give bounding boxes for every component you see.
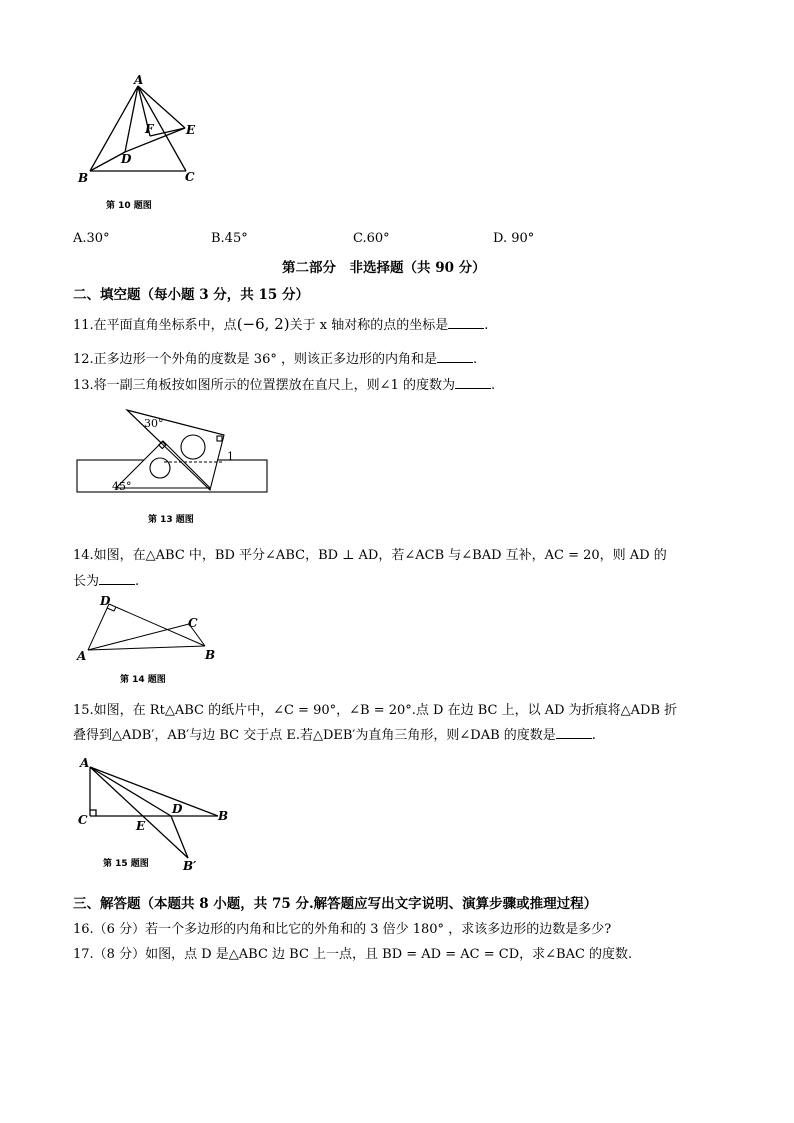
fig15-label-e: E xyxy=(136,819,146,833)
fig10-label-c: C xyxy=(185,170,195,184)
fig14-caption: 第 14 题图 xyxy=(120,675,166,685)
fig14-label-a: A xyxy=(77,649,87,663)
question-12 xyxy=(73,348,477,367)
fig14-label-d: D xyxy=(100,594,111,608)
q10-option-a: A.30° xyxy=(73,231,110,246)
fig14-label-b: B xyxy=(205,648,216,662)
fig13-angle-45: 45° xyxy=(112,480,132,493)
section3-heading: 三、解答题（本题共 8 小题，共 75 分.解答题应写出文字说明、演算步骤或推理过程） xyxy=(73,896,598,912)
fig15-label-c: C xyxy=(78,813,88,827)
q11-text-pre: 11.在平面直角坐标系中，点 xyxy=(73,318,237,333)
q15-answer-blank xyxy=(556,726,592,739)
fig15-label-d: D xyxy=(172,802,183,816)
q14-line-2 xyxy=(73,570,139,589)
q10-option-d: D. 90° xyxy=(493,231,535,246)
fig15-caption: 第 15 题图 xyxy=(103,859,149,869)
question-17: 17.（8 分）如图，点 D 是△ABC 边 BC 上一点，且 BD = AD = AC = CD，求∠BAC 的度数. xyxy=(73,947,633,962)
question-16: 16.（6 分）若一个多边形的内角和比它的外角和的 3 倍少 180° ，求该多边形的边数是多少? xyxy=(73,922,612,937)
q14-answer-blank xyxy=(99,572,135,585)
fig10-label-b: B xyxy=(78,171,89,185)
q15-text-pre: 叠得到△ADB′，AB′与边 BC 交于点 E.若△DEB′为直角三角形，则∠DAB 的度数是 xyxy=(73,728,556,743)
q11-answer-blank xyxy=(448,316,484,329)
fig15-label-a: A xyxy=(80,756,90,770)
q11-text-post: 关于 x 轴对称的点的坐标是 xyxy=(289,318,449,333)
fig10-label-a: A xyxy=(134,73,144,87)
part2-heading: 第二部分 非选择题（共 90 分） xyxy=(282,260,486,276)
q15-line-1: 15.如图，在 Rt△ABC 的纸片中，∠C = 90°，∠B = 20°.点 D 在边 BC 上，以 AD 为折痕将△ADB 折 xyxy=(73,703,678,718)
q10-option-b: B.45° xyxy=(211,231,248,246)
figure-13 xyxy=(74,400,274,500)
question-13 xyxy=(73,374,495,393)
figure-10 xyxy=(70,70,210,190)
figure-15 xyxy=(72,752,237,877)
section2-heading: 二、填空题（每小题 3 分，共 15 分） xyxy=(73,287,309,303)
q12-answer-blank xyxy=(437,350,473,363)
q12-text: 12.正多边形一个外角的度数是 36° ，则该正多边形的内角和是 xyxy=(73,352,437,367)
q13-answer-blank xyxy=(455,376,491,389)
fig10-caption: 第 10 题图 xyxy=(106,201,152,211)
fig14-label-c: C xyxy=(188,616,198,630)
q13-end: . xyxy=(490,378,496,393)
fig15-label-b-prime: B′ xyxy=(183,859,197,873)
q11-end: . xyxy=(484,318,489,333)
fig15-label-b: B xyxy=(218,809,229,823)
q11-point: (−6, 2) xyxy=(236,315,290,333)
q15-line-2 xyxy=(73,724,596,743)
fig10-label-e: E xyxy=(186,123,196,137)
q12-end: . xyxy=(472,352,478,367)
q13-text: 13.将一副三角板按如图所示的位置摆放在直尺上，则∠1 的度数为 xyxy=(73,378,455,393)
q15-end: . xyxy=(591,728,596,743)
q14-line-1: 14.如图，在△ABC 中，BD 平分∠ABC，BD ⊥ AD，若∠ACB 与∠BAD 互补，AC = 20，则 AD 的 xyxy=(73,548,667,563)
fig13-angle-30: 30° xyxy=(144,417,164,430)
fig13-caption: 第 13 题图 xyxy=(148,515,194,525)
question-11 xyxy=(73,314,488,333)
fig10-label-d: D xyxy=(121,152,132,166)
q10-option-c: C.60° xyxy=(353,231,390,246)
figure-14 xyxy=(72,594,222,664)
q14-text-pre: 长为 xyxy=(73,574,100,589)
fig13-angle-1: 1 xyxy=(227,450,234,463)
q14-end: . xyxy=(135,574,140,589)
fig10-label-f: F xyxy=(145,122,154,136)
